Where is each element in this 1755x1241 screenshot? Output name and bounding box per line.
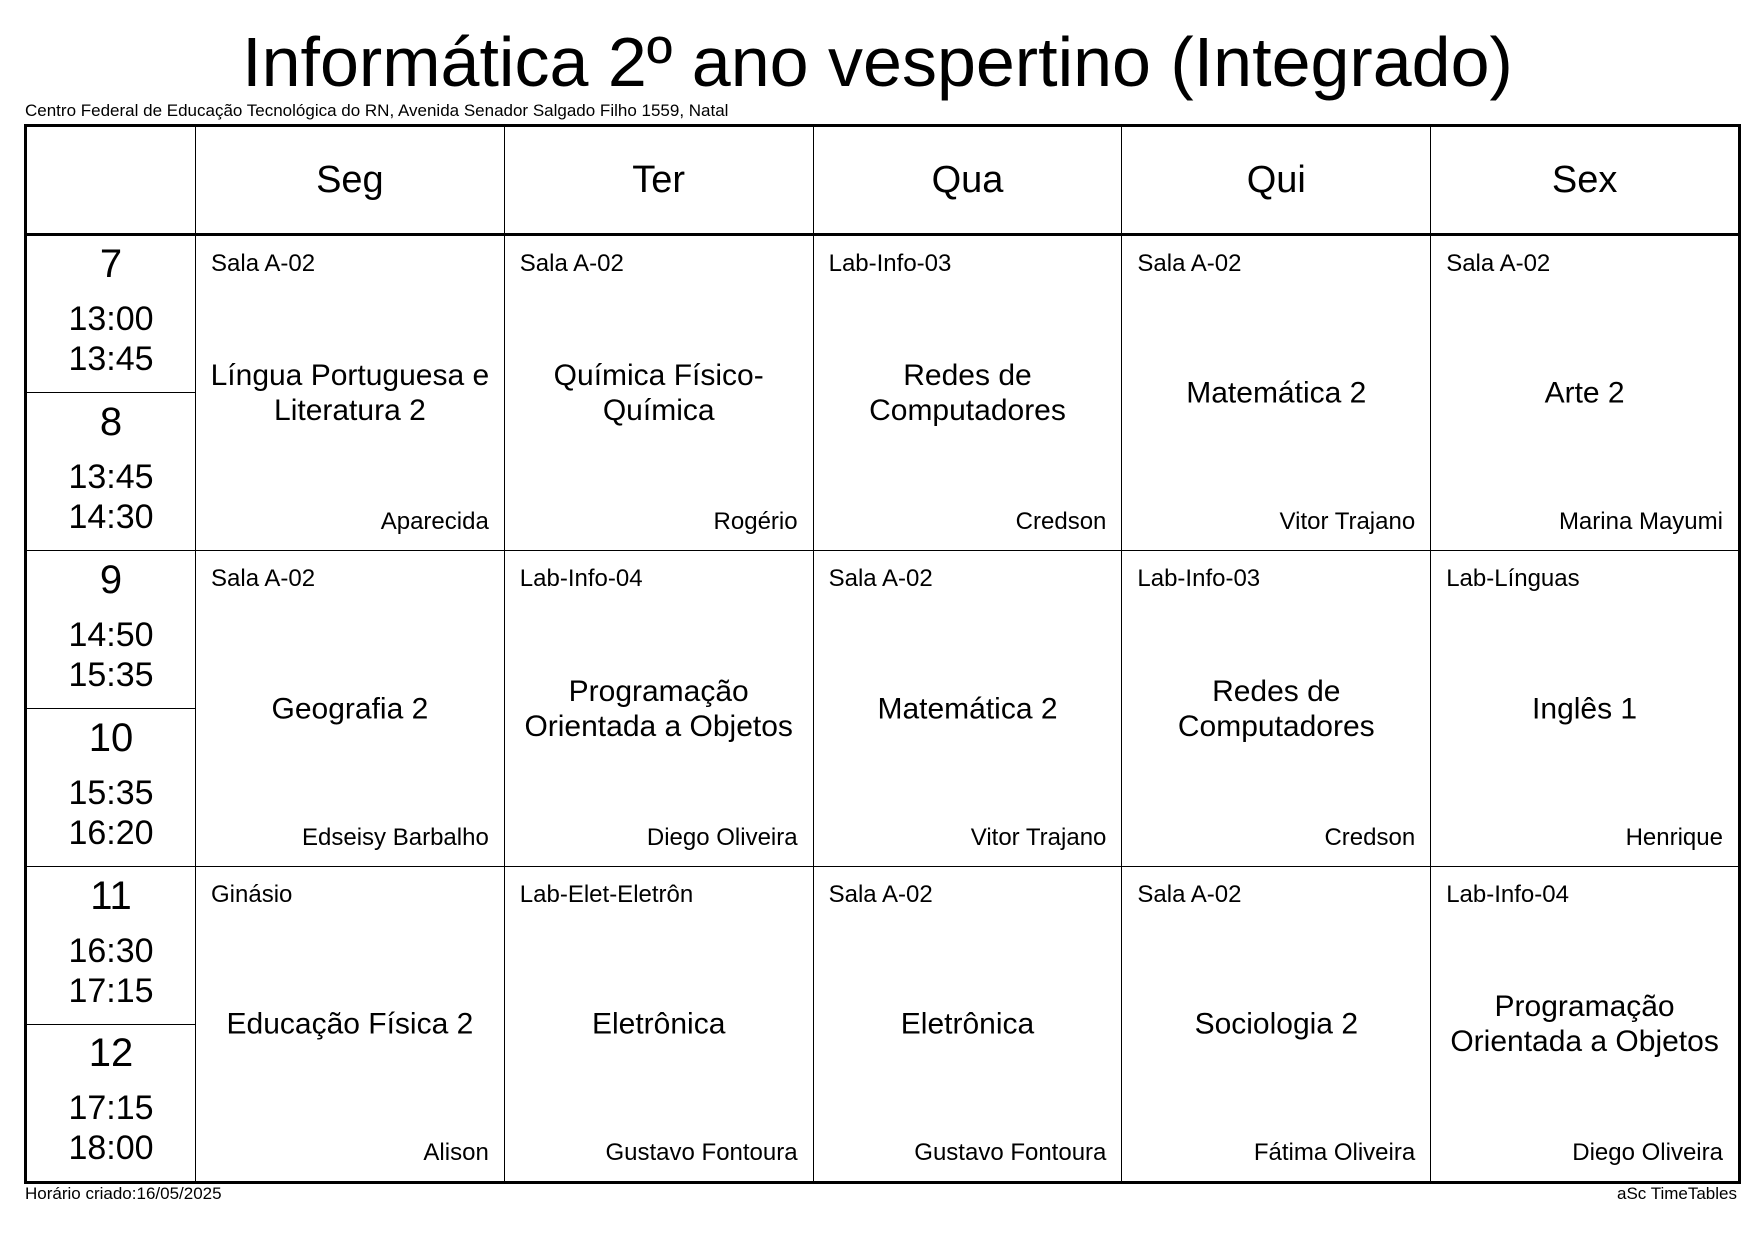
lesson-room: Sala A-02	[828, 565, 933, 592]
lesson-room: Sala A-02	[1446, 250, 1551, 277]
lesson-room: Ginásio	[211, 881, 293, 908]
lesson-cell	[1431, 867, 1740, 1183]
lesson-teacher: Henrique	[1625, 824, 1723, 851]
period-end: 18:00	[68, 1129, 154, 1167]
lesson-cell	[196, 867, 505, 1183]
lesson-teacher: Gustavo Fontoura	[914, 1139, 1107, 1166]
lesson-cell	[196, 551, 505, 867]
lesson-subject: Sociologia 2	[1194, 1007, 1359, 1041]
lesson-cell	[1431, 235, 1740, 551]
lesson-teacher: Gustavo Fontoura	[605, 1139, 798, 1166]
lesson-teacher: Alison	[423, 1139, 489, 1166]
period-row-11	[26, 867, 1740, 1025]
lesson-subject: Geografia 2	[271, 692, 429, 725]
day-header-qua: Qua	[813, 126, 1122, 235]
day-header-seg: Seg	[196, 126, 505, 235]
day-header-sex: Sex	[1431, 126, 1740, 235]
lesson-subject: Matemática 2	[877, 692, 1058, 725]
period-number: 10	[88, 715, 134, 760]
day-header-qui: Qui	[1122, 126, 1431, 235]
lesson-subject: Química Físico-Química	[553, 359, 764, 427]
lesson-cell	[196, 235, 505, 551]
period-cell-7	[26, 235, 196, 393]
timetable	[24, 124, 1741, 1184]
period-number: 12	[88, 1031, 134, 1075]
created-date: Horário criado:16/05/2025	[25, 1184, 222, 1203]
page-title: Informática 2º ano vespertino (Integrado)	[242, 23, 1513, 101]
lesson-cell	[504, 551, 813, 867]
software-credit: aSc TimeTables	[1617, 1184, 1737, 1203]
lesson-room: Lab-Info-04	[519, 565, 643, 592]
lesson-subject: Matemática 2	[1186, 376, 1367, 410]
lesson-subject: Arte 2	[1544, 376, 1625, 410]
lesson-room: Lab-Info-03	[1137, 565, 1261, 592]
period-start: 14:50	[68, 615, 154, 654]
period-end: 14:30	[68, 497, 154, 536]
period-end: 13:45	[68, 340, 154, 378]
period-cell-9	[26, 551, 196, 709]
lesson-subject: Língua Portuguesa e Literatura 2	[210, 359, 490, 427]
lesson-room: Lab-Info-04	[1446, 881, 1569, 908]
lesson-room: Lab-Elet-Eletrôn	[519, 881, 694, 908]
lesson-cell	[504, 867, 813, 1183]
lesson-teacher: Credson	[1015, 508, 1107, 535]
period-start: 17:15	[68, 1089, 154, 1127]
lesson-subject: Programação Orientada a Objetos	[1450, 990, 1719, 1058]
period-start: 13:45	[68, 457, 154, 496]
period-time-range	[27, 773, 195, 853]
corner-cell	[26, 126, 196, 235]
lesson-teacher: Aparecida	[380, 508, 489, 535]
lesson-subject: Redes de Computadores	[1177, 674, 1375, 743]
school-address: Centro Federal de Educação Tecnológica do RN, Avenida Senador Salgado Filho 1559, Natal	[25, 101, 729, 120]
period-row-9	[26, 551, 1740, 709]
period-number: 11	[90, 873, 132, 918]
header-row	[26, 126, 1740, 235]
lesson-cell	[504, 235, 813, 551]
lesson-subject: Educação Física 2	[226, 1007, 474, 1041]
lesson-room: Sala A-02	[1137, 881, 1242, 908]
lesson-teacher: Diego Oliveira	[646, 824, 798, 851]
lesson-teacher: Marina Mayumi	[1558, 508, 1723, 535]
period-cell-10	[26, 709, 196, 867]
period-end: 15:35	[68, 655, 154, 694]
lesson-teacher: Diego Oliveira	[1572, 1139, 1723, 1166]
lesson-teacher: Vitor Trajano	[1279, 508, 1416, 535]
period-time-range	[27, 615, 195, 695]
lesson-teacher: Credson	[1324, 824, 1416, 851]
lesson-room: Sala A-02	[1137, 250, 1242, 277]
lesson-cell	[1122, 867, 1431, 1183]
period-number: 9	[99, 557, 123, 602]
period-start: 16:30	[68, 931, 154, 970]
period-number: 7	[99, 242, 123, 286]
lesson-teacher: Edseisy Barbalho	[302, 824, 489, 851]
period-row-7	[26, 235, 1740, 393]
lesson-subject: Redes de Computadores	[869, 359, 1066, 427]
period-time-range	[27, 931, 195, 1011]
lesson-teacher: Rogério	[713, 508, 798, 535]
lesson-subject: Programação Orientada a Objetos	[524, 674, 793, 743]
lesson-room: Sala A-02	[211, 565, 316, 592]
lesson-subject: Eletrônica	[591, 1007, 726, 1041]
lesson-subject: Eletrônica	[900, 1007, 1035, 1041]
period-number: 8	[99, 399, 123, 444]
lesson-cell	[1431, 551, 1740, 867]
lesson-room: Sala A-02	[211, 250, 316, 277]
period-end: 16:20	[68, 813, 154, 852]
lesson-subject: Inglês 1	[1532, 692, 1638, 725]
period-cell-12	[26, 1025, 196, 1183]
period-start: 15:35	[68, 773, 154, 812]
lesson-teacher: Vitor Trajano	[970, 824, 1107, 851]
lesson-room: Sala A-02	[828, 881, 933, 908]
lesson-room: Lab-Línguas	[1446, 565, 1580, 592]
day-header-ter: Ter	[504, 126, 813, 235]
period-time-range	[27, 1088, 195, 1168]
period-cell-8	[26, 393, 196, 551]
lesson-cell	[813, 551, 1122, 867]
lesson-room: Sala A-02	[519, 250, 624, 277]
lesson-cell	[1122, 235, 1431, 551]
period-time-range	[27, 299, 195, 379]
lesson-teacher: Fátima Oliveira	[1253, 1139, 1416, 1166]
period-cell-11	[26, 867, 196, 1025]
lesson-cell	[813, 867, 1122, 1183]
period-start: 13:00	[68, 300, 154, 338]
period-time-range	[27, 457, 195, 537]
lesson-room: Lab-Info-03	[828, 250, 952, 277]
lesson-cell	[1122, 551, 1431, 867]
period-end: 17:15	[68, 971, 154, 1010]
lesson-cell	[813, 235, 1122, 551]
